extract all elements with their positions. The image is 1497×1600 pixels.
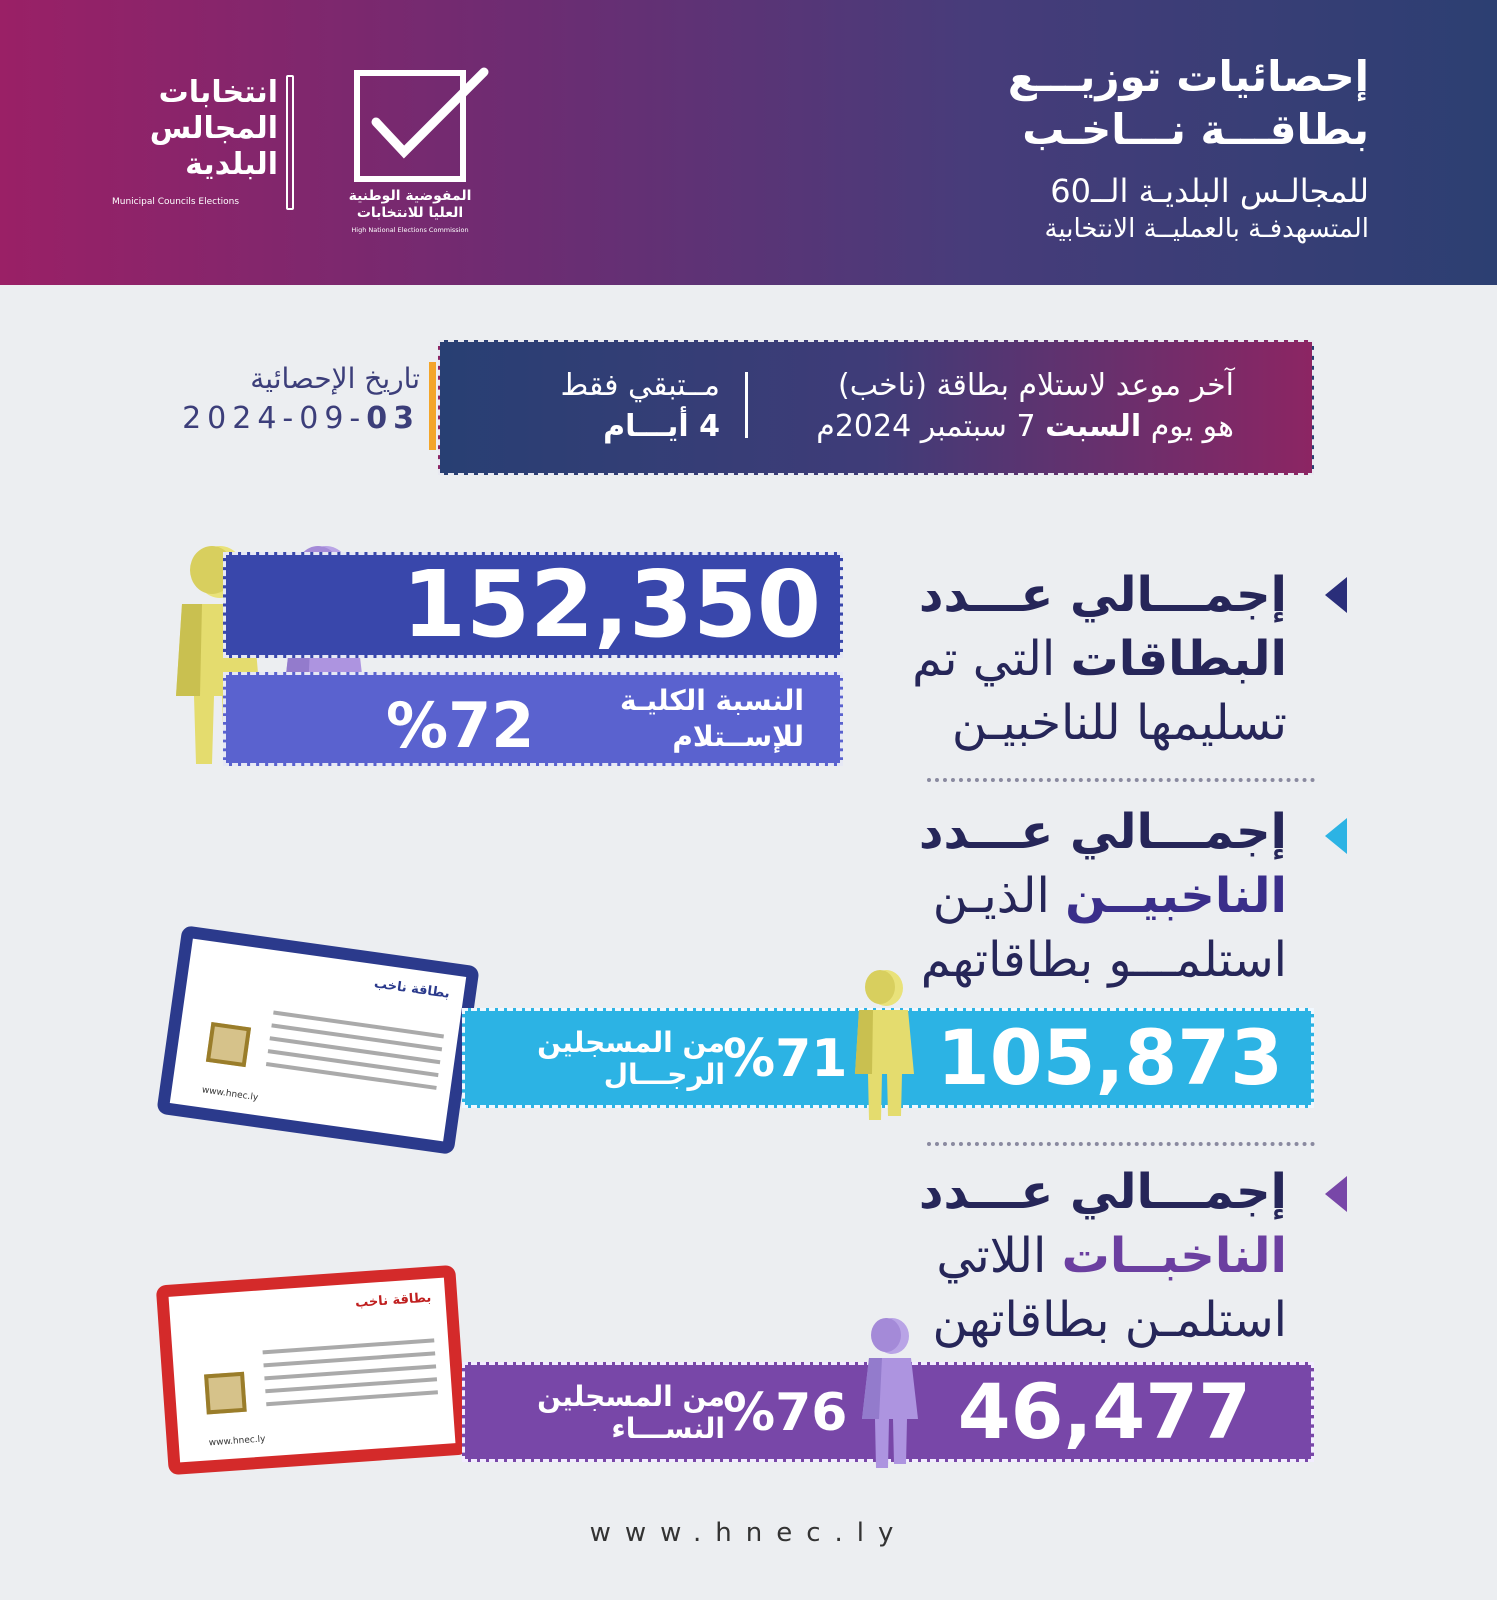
ballot-bar-icon	[286, 75, 294, 210]
checkbox-icon	[354, 70, 466, 182]
deadline-text	[816, 368, 1234, 444]
section-divider	[927, 1142, 1315, 1146]
section-divider	[927, 778, 1315, 782]
section-men-heading	[919, 800, 1287, 992]
men-percent: %71	[723, 1029, 848, 1089]
voter-card-red	[156, 1265, 469, 1475]
section-total-line1: إجمـــالي عـــدد	[918, 567, 1287, 623]
section-men-arrow-icon	[1325, 818, 1347, 854]
section-women-heading	[919, 1160, 1287, 1352]
section-women-arrow-icon	[1325, 1176, 1347, 1212]
header-subtitle-line2: المتسهدفـة بالعمليــة الانتخابية	[1044, 214, 1369, 244]
hnec-logo-text: المفوضية الوطنية العليا للانتخابات	[348, 188, 472, 221]
card-text-lines	[263, 1338, 439, 1415]
total-cards-box	[223, 552, 843, 658]
woman-figure-icon	[858, 1318, 924, 1473]
deadline-banner	[438, 340, 1314, 475]
voter-card-url: www.hnec.ly	[201, 1085, 259, 1104]
man-figure-icon	[852, 970, 918, 1125]
remaining-days	[500, 368, 720, 444]
voter-card-title: بطاقة ناخب	[354, 1290, 432, 1311]
hnec-logo	[340, 70, 480, 240]
section-women-line3: استلمـن بطاقاتهن	[932, 1292, 1287, 1348]
section-total-line3: تسليمها للناخبيـن	[951, 695, 1287, 751]
hnec-logo-text-en: High National Elections Commission	[351, 226, 469, 234]
deadline-line1: آخر موعد لاستلام بطاقة (ناخب)	[838, 368, 1234, 403]
voter-card-url: www.hnec.ly	[208, 1434, 266, 1449]
total-percent-box	[223, 672, 843, 766]
section-women-line2: الناخبــات اللاتي	[936, 1228, 1287, 1284]
voter-card-title: بطاقة ناخب	[373, 976, 451, 1002]
section-total-heading	[912, 563, 1287, 755]
checkbox-icon	[204, 1372, 247, 1415]
header-title-line1: إحصائيات توزيـــع	[1007, 52, 1369, 101]
total-cards-number: 152,350	[401, 551, 821, 658]
header-title-line2: بطاقـــة نـــاخـب	[1022, 105, 1369, 154]
voter-card-blue	[156, 925, 480, 1155]
section-women-line1: إجمـــالي عـــدد	[918, 1164, 1287, 1220]
statistics-date-value: 2024-09-03	[182, 401, 420, 436]
section-men-line2: الناخبيــن الذيـن	[932, 868, 1287, 924]
deadline-line2: هو يوم السبت 7 سبتمبر 2024م	[816, 409, 1234, 444]
total-percent-value: %72	[386, 689, 535, 762]
women-percent-label: من المسجلين النســـاء	[537, 1380, 725, 1445]
remaining-value: 4 أيـــام	[603, 409, 720, 444]
section-men-line3: استلمـــو بطاقاتهم	[920, 932, 1287, 988]
card-text-lines	[265, 1011, 444, 1099]
checkbox-icon	[206, 1022, 251, 1067]
section-total-arrow-icon	[1325, 577, 1347, 613]
header-subtitle-line1: للمجالـس البلديـة الــ60	[1050, 172, 1369, 210]
banner-divider	[745, 372, 748, 438]
men-percent-label: من المسجلين الرجـــال	[537, 1026, 725, 1091]
municipal-elections-logo	[108, 75, 298, 215]
men-number: 105,873	[936, 1013, 1283, 1102]
footer-website[interactable]: www.hnec.ly	[589, 1518, 908, 1548]
statistics-date-label: تاريخ الإحصائية	[250, 362, 420, 395]
statistics-date	[182, 362, 420, 436]
date-accent-bar	[429, 362, 436, 450]
total-percent-label: النسبة الكليـة للإســتلام	[620, 684, 804, 753]
mce-logo-text: انتخابات المجالس البلدية	[149, 75, 278, 182]
section-total-line2: البطاقات التي تم	[912, 631, 1287, 687]
women-percent: %76	[723, 1383, 848, 1443]
remaining-label: مــتبقي فقط	[560, 368, 720, 403]
women-number: 46,477	[957, 1367, 1251, 1456]
section-men-line1: إجمـــالي عـــدد	[918, 804, 1287, 860]
mce-logo-text-en: Municipal Councils Elections	[112, 197, 240, 207]
